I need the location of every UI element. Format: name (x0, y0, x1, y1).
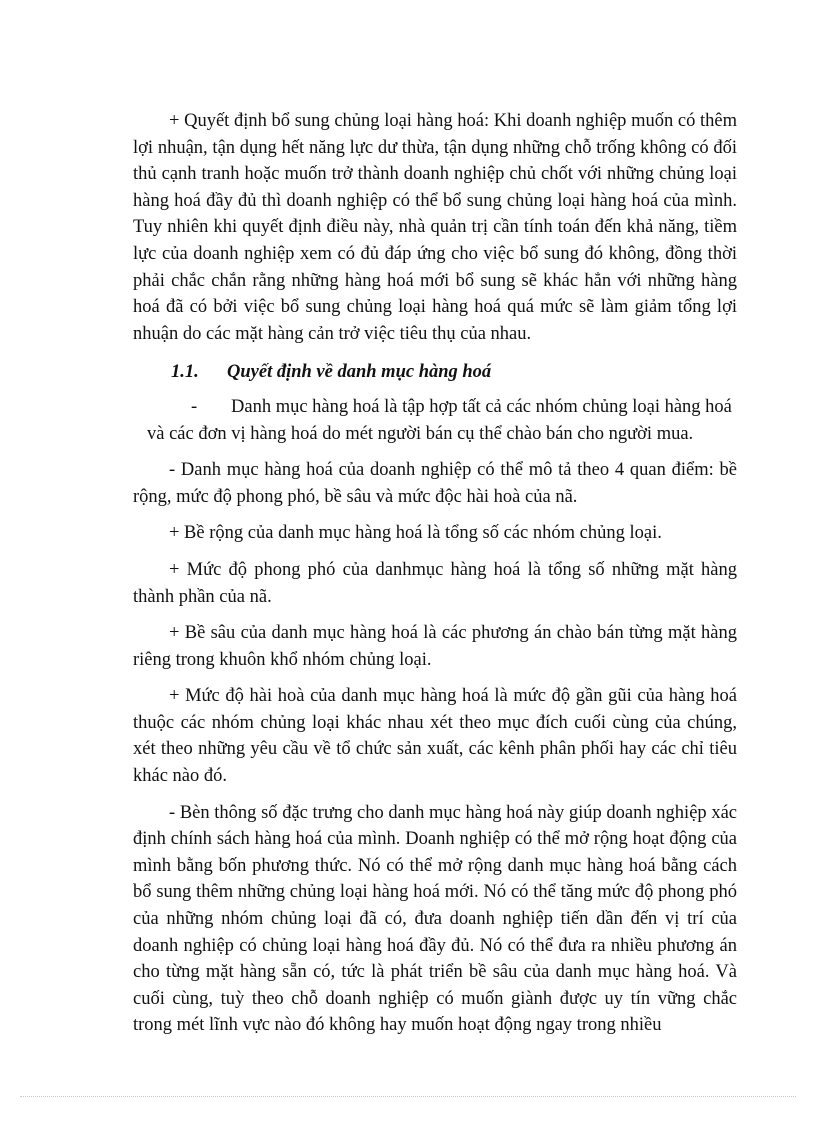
definition-line-2: và các đơn vị hàng hoá do mét người bán cụ thể chào bán cho người mua. (147, 423, 694, 444)
section-heading (171, 359, 737, 386)
paragraph-four-dimensions: - Danh mục hàng hoá của doanh nghiệp có thể mô tả theo 4 quan điểm: bề rộng, mức độ phong phó, bề sâu và mức độc hài hoà của nã. (133, 460, 737, 507)
paragraph-depth: + Bề sâu của danh mục hàng hoá là các phương án chào bán từng mặt hàng riêng trong khuôn khổ nhóm chủng loại. (133, 623, 737, 670)
paragraph-definition (133, 394, 737, 447)
section-number: 1.1. (171, 362, 199, 383)
definition-text-1: Danh mục hàng hoá là tập hợp tất cả các nhóm chủng loại hàng hoá (231, 396, 732, 417)
paragraph-width: + Bề rộng của danh mục hàng hoá là tổng số các nhóm chủng loại. (169, 523, 662, 544)
definition-line-1 (133, 394, 737, 421)
paragraph-richness: + Mức độ phong phó của danhmục hàng hoá là tổng số những mặt hàng thành phần của nã. (133, 559, 737, 607)
page-bottom-rule (20, 1096, 796, 1097)
dash-bullet: - (191, 396, 198, 417)
document-page (133, 108, 737, 1049)
paragraph-harmony: + Mức độ hài hoà của danh mục hàng hoá là mức độ gần gũi của hàng hoá thuộc các nhóm chủng loại khác nhau xét theo mục đích cuối cùng của chúng, xét theo những yêu cầu về tổ chức sản xuất, các kênh phân phối hay các chỉ tiêu khác nào đó. (133, 686, 737, 787)
paragraph-four-parameters: - Bèn thông số đặc trưng cho danh mục hàng hoá này giúp doanh nghiệp xác định chính sách hàng hoá của mình. Doanh nghiệp có thể mở rộng hoạt động của mình bằng bốn phương thức. Nó có thể mở rộng danh mục hàng hoá bằng cách bổ sung thêm những chủng loại hàng hoá mới. Nó có thể tăng mức độ phong phó của những nhóm chủng loại đã có, đưa doanh nghiệp tiến dần đến vị trí của doanh nghiệp có chủng loại hàng hoá đầy đủ. Nó có thể đưa ra nhiều phương án cho từng mặt hàng sẵn có, tức là phát triển bề sâu của danh mục hàng hoá. Và cuối cùng, tuỳ theo chỗ doanh nghiệp có muốn giành được uy tín vững chắc trong mét lĩnh vực nào đó không hay muốn hoạt động ngay trong nhiều (133, 802, 737, 1036)
paragraph-add-product-line: + Quyết định bổ sung chủng loại hàng hoá: Khi doanh nghiệp muốn có thêm lợi nhuận, tận dụng hết năng lực dư thừa, tận dụng những chỗ trống không có đối thủ cạnh tranh hoặc muốn trở thành doanh nghiệp chủ chốt với những chủng loại hàng hoá đầy đủ thì doanh nghiệp có thể bổ sung chủng loại hàng hoá của mình. Tuy nhiên khi quyết định điều này, nhà quản trị cần tính toán đến khả năng, tiềm lực của doanh nghiệp xem có đủ đáp ứng cho việc bổ sung đó không, đồng thời phải chắc chắn rằng những hàng hoá mới bổ sung sẽ khác hẳn với những hàng hoá đã có bởi việc bổ sung chủng loại hàng hoá quá mức sẽ làm giảm tổng lợi nhuận do các mặt hàng cản trở việc tiêu thụ của nhau. (133, 111, 737, 344)
section-title: Quyết định về danh mục hàng hoá (227, 362, 492, 383)
